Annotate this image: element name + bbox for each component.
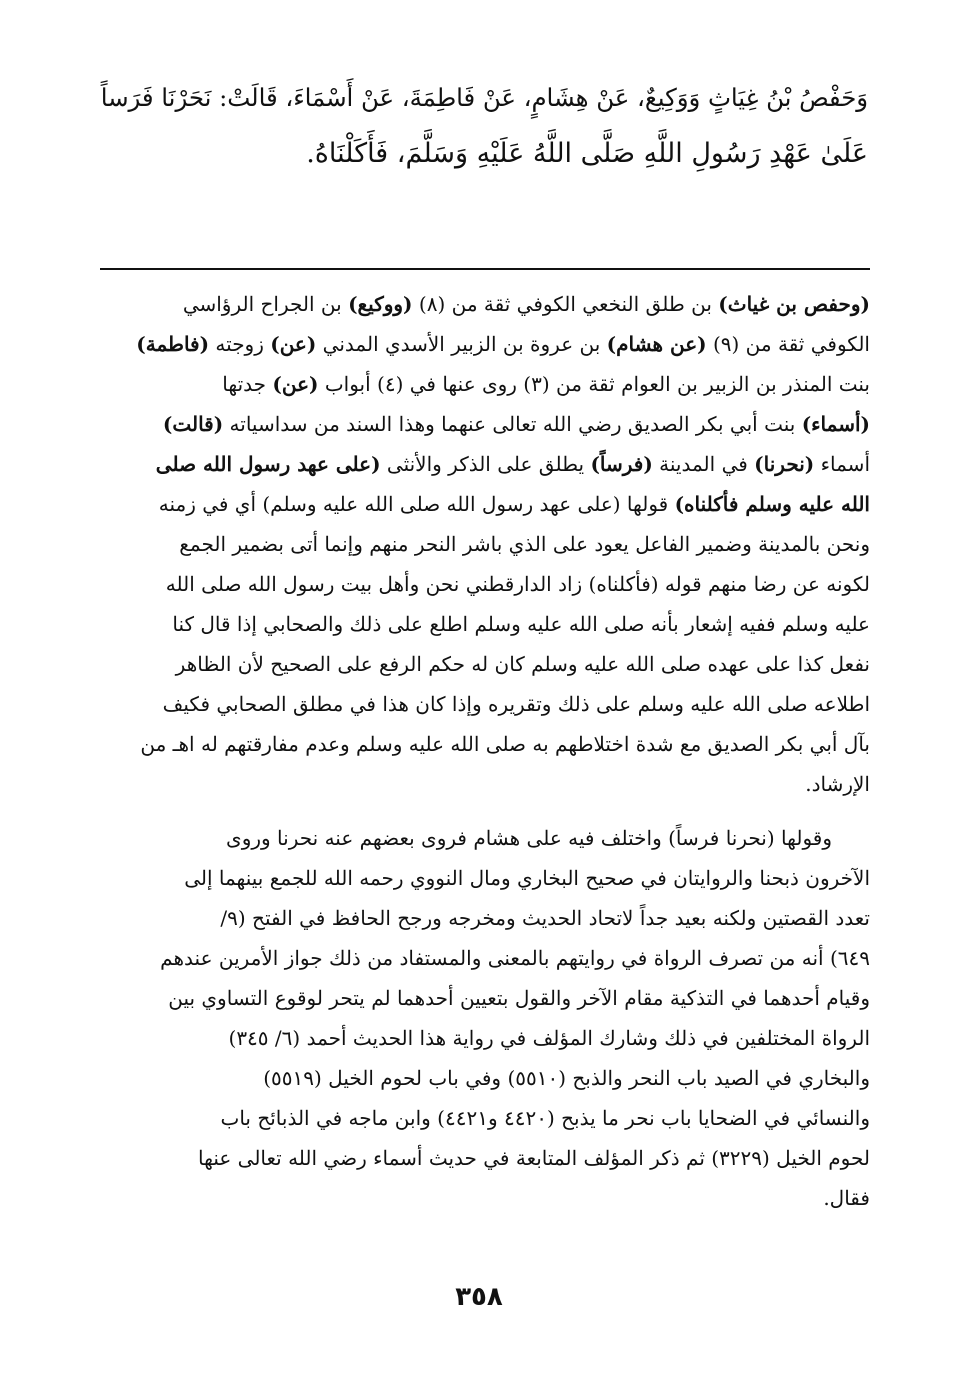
commentary-line: [100, 818, 870, 858]
commentary-text: ٦٤٩) أنه من تصرف الرواة في روايتهم بالمعنى والمستفاد من ذلك جواز الأمرين عندهم: [160, 946, 870, 970]
commentary-line: [100, 978, 870, 1018]
commentary-paragraph-2: [100, 818, 870, 1218]
commentary-line: [100, 644, 870, 684]
commentary-text: بن طلق النخعي الكوفي ثقة من (٨): [412, 292, 719, 316]
commentary-text: تعدد القصتين ولكنه بعيد جداً لاتحاد الحديث ومخرجه ورجح الحافظ في الفتح (٩/: [220, 906, 870, 930]
commentary-text: بآل أبي بكر الصديق مع شدة اختلاطهم به صلى الله عليه وسلم وعدم مفارقتهم له اهـ من: [140, 732, 870, 756]
bold-term: (ووكيع): [348, 292, 413, 316]
commentary-text: قولها (على عهد رسول الله صلى الله عليه وسلم) أي في زمنه: [158, 492, 675, 516]
commentary-line: [100, 364, 870, 404]
commentary-text: وقيام أحدهما في التذكية مقام الآخر والقول بتعيين أحدهما لم يتحر لوقوع التساوي بين: [168, 986, 870, 1010]
commentary-text: يطلق على الذكر والأنثى: [380, 452, 591, 476]
commentary-line: [100, 1018, 870, 1058]
commentary-text: أسماء: [814, 452, 870, 476]
bold-term: (نحرنا): [754, 452, 815, 476]
commentary-text: عليه وسلم ففيه إشعار بأنه صلى الله عليه وسلم اطلع على ذلك والصحابي إذا قال كنا: [172, 612, 870, 636]
bold-term: (عن): [270, 332, 317, 356]
commentary-text: الإرشاد.: [805, 772, 870, 796]
commentary-text: لكونه عن رضا منهم قوله (فأكلناه) زاد الدارقطني نحن وأهل بيت رسول الله صلى الله: [165, 572, 870, 596]
commentary-paragraph-1: [100, 284, 870, 804]
bold-term: (قالت): [162, 412, 224, 436]
commentary-text: زوجته: [209, 332, 271, 356]
commentary-line: [100, 444, 870, 484]
commentary-text: فقال.: [823, 1186, 870, 1210]
commentary-text: والبخاري في الصيد باب النحر والذبح (٥٥١٠) وفي باب لحوم الخيل (٥٥١٩): [263, 1066, 870, 1090]
bold-term: (أسماء): [801, 412, 870, 436]
bold-term: (على عهد رسول الله صلى: [155, 452, 381, 476]
commentary-line: [100, 764, 870, 804]
commentary-text: في المدينة: [652, 452, 755, 476]
commentary-line: [100, 938, 870, 978]
bold-term: (فرساً): [590, 452, 653, 476]
bold-term: (وحفص بن غياث): [718, 292, 870, 316]
commentary-line: [100, 724, 870, 764]
bold-term: (فاطمة): [136, 332, 210, 356]
bold-term: الله عليه وسلم فأكلناه): [674, 492, 870, 516]
commentary-line: [100, 1098, 870, 1138]
commentary-line: [100, 898, 870, 938]
commentary-text: والنسائي في الضحايا باب نحر ما يذبح (٤٤٢٠ و٤٤٢١) وابن ماجه في الذبائح باب: [220, 1106, 870, 1130]
commentary-text: بن عروة بن الزبير الأسدي المدني: [316, 332, 607, 356]
commentary-text: لحوم الخيل (٣٢٢٩) ثم ذكر المؤلف المتابعة في حديث أسماء رضي الله تعالى عنها: [198, 1146, 870, 1170]
commentary-line: [100, 858, 870, 898]
hadith-line: عَلَىٰ عَهْدِ رَسُولِ اللَّهِ صَلَّى اللَّهُ عَلَيْهِ وَسَلَّمَ، فَأَكَلْنَاهُ.: [306, 138, 868, 169]
commentary-text: بن الجراح الرؤاسي: [182, 292, 349, 316]
commentary-text: جدتها: [222, 372, 273, 396]
commentary-line: [100, 404, 870, 444]
commentary: [100, 284, 870, 1218]
bold-term: (عن): [272, 372, 319, 396]
commentary-line: [100, 1058, 870, 1098]
commentary-text: بنت أبي بكر الصديق رضي الله تعالى عنهما وهذا السند من سداسياته: [223, 412, 802, 436]
commentary-text: بنت المنذر بن الزبير بن العوام ثقة من (٣) روى عنها في (٤) أبواب: [318, 372, 870, 396]
commentary-line: [100, 524, 870, 564]
hadith-line: وَحَفْصُ بْنُ غِيَاثٍ وَوَكِيعٌ، عَنْ هِشَامٍ، عَنْ فَاطِمَةَ، عَنْ أَسْمَاءَ، قَالَتْ: نَحَرْنَا فَرَساً: [100, 83, 868, 112]
commentary-text: الرواة المختلفين في ذلك وشارك المؤلف في رواية هذا الحديث أحمد (٦/ ٣٤٥): [228, 1026, 870, 1050]
commentary-text: نفعل كذا على عهده صلى الله عليه وسلم كان له حكم الرفع على الصحيح لأن الظاهر: [175, 652, 870, 676]
bold-term: (عن هشام): [606, 332, 707, 356]
page-number: ٣٥٨: [455, 1282, 503, 1312]
commentary-text: الكوفي ثقة من (٩): [706, 332, 870, 356]
commentary-line: [100, 564, 870, 604]
commentary-text: الآخرون ذبحنا والروايتان في صحيح البخاري ومال النووي رحمه الله للجمع بينهما إلى: [184, 866, 870, 890]
commentary-text: ونحن بالمدينة وضمير الفاعل يعود على الذي باشر النحر منهم وإنما أتى بضمير الجمع: [179, 532, 870, 556]
commentary-line: [100, 484, 870, 524]
commentary-line: [100, 1178, 870, 1218]
commentary-line: [100, 604, 870, 644]
commentary-line: [100, 1138, 870, 1178]
commentary-text: وقولها (نحرنا فرساً) واختلف فيه على هشام فروى بعضهم عنه نحرنا وروى: [226, 826, 832, 850]
footnote-divider: [100, 268, 870, 270]
commentary-line: [100, 284, 870, 324]
commentary-text: اطلاعه صلى الله عليه وسلم على ذلك وتقريره وإذا كان هذا في مطلق الصحابي فكيف: [162, 692, 870, 716]
hadith-text: [100, 70, 868, 182]
commentary-line: [100, 324, 870, 364]
commentary-line: [100, 684, 870, 724]
